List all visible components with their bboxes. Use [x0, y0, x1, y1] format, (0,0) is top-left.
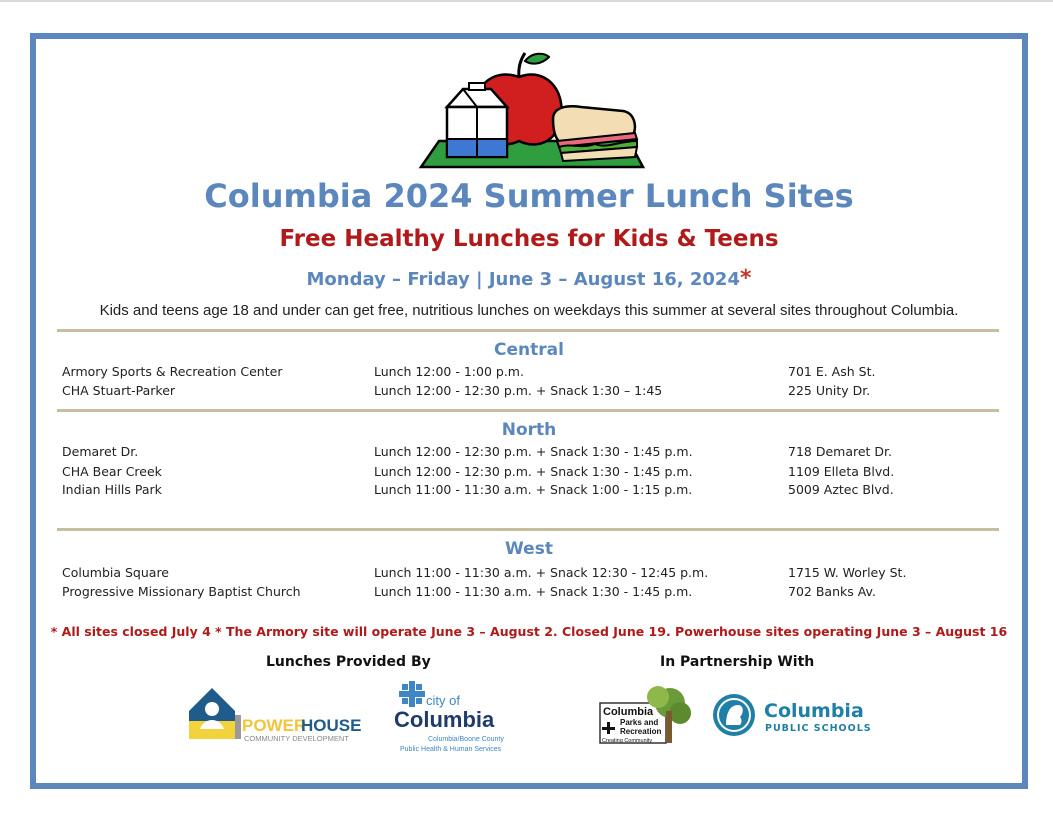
region-heading-north: North [501, 420, 557, 440]
parks-line3: Recreation [620, 727, 662, 736]
program-dates [36, 266, 1022, 291]
city-line2: Public Health & Human Services [400, 746, 502, 753]
parks-line4: Creating Community [602, 738, 653, 744]
flyer-frame [30, 33, 1028, 789]
closure-notice: * All sites closed July 4 * The Armory site will operate June 3 – August 2. Closed June 19. Powerhouse sites operating June 3 – August 16 [50, 624, 1008, 639]
site-time: Lunch 12:00 - 12:30 p.m. + Snack 1:30 - 1:45 p.m. [374, 444, 693, 459]
site-address: 5009 Aztec Blvd. [788, 482, 894, 497]
site-address: 1715 W. Worley St. [788, 565, 907, 580]
page-title: Columbia 2024 Summer Lunch Sites [204, 177, 854, 215]
parks-line2: Parks and [620, 718, 659, 727]
powerhouse-word2: HOUSE [301, 716, 362, 735]
site-address: 701 E. Ash St. [788, 364, 876, 379]
site-row [36, 464, 1022, 482]
parks-and-recreation-logo [598, 683, 694, 747]
site-name: Columbia Square [62, 565, 169, 580]
site-row [36, 364, 1022, 382]
region-heading-west: West [505, 539, 553, 559]
program-dates-text: Monday – Friday | June 3 – August 16, 2024 [306, 269, 740, 290]
site-name: Indian Hills Park [62, 482, 162, 497]
site-row [36, 482, 1022, 500]
site-name: Demaret Dr. [62, 444, 139, 459]
intro-text: Kids and teens age 18 and under can get free, nutritious lunches on weekdays this summer at several sites throughout Columbia. [99, 302, 959, 319]
site-time: Lunch 11:00 - 11:30 a.m. + Snack 12:30 - 12:45 p.m. [374, 565, 709, 580]
dates-asterisk: * [739, 266, 752, 291]
city-of-columbia-logo [388, 677, 513, 759]
site-name: Armory Sports & Recreation Center [62, 364, 283, 379]
schools-line2: PUBLIC SCHOOLS [765, 723, 872, 734]
city-of-text: city of [426, 693, 460, 708]
site-address: 1109 Elleta Blvd. [788, 464, 895, 479]
site-time: Lunch 12:00 - 1:00 p.m. [374, 364, 524, 379]
site-address: 718 Demaret Dr. [788, 444, 893, 459]
section-divider [57, 528, 999, 531]
parks-line1: Columbia [603, 706, 654, 718]
region-heading-central: Central [494, 340, 564, 360]
city-line1: Columbia/Boone County [428, 736, 504, 743]
site-row [36, 584, 1022, 602]
site-time: Lunch 11:00 - 11:30 a.m. + Snack 1:30 - 1:45 p.m. [374, 584, 693, 599]
columbia-public-schools-logo [710, 691, 880, 739]
site-row [36, 444, 1022, 462]
lunch-tray-illustration [411, 49, 651, 174]
page-subtitle: Free Healthy Lunches for Kids & Teens [279, 226, 779, 252]
section-divider [57, 409, 999, 412]
site-time: Lunch 12:00 - 12:30 p.m. + Snack 1:30 - 1:45 p.m. [374, 464, 693, 479]
powerhouse-word1: POWER [242, 716, 307, 735]
schools-line1: Columbia [764, 700, 864, 722]
site-row [36, 383, 1022, 401]
site-name: CHA Bear Creek [62, 464, 162, 479]
site-address: 702 Banks Av. [788, 584, 876, 599]
site-row [36, 565, 1022, 583]
site-time: Lunch 11:00 - 11:30 a.m. + Snack 1:00 - 1:15 p.m. [374, 482, 693, 497]
flyer-content [36, 39, 1022, 783]
powerhouse-tagline: COMMUNITY DEVELOPMENT [244, 734, 349, 743]
provided-by-label: Lunches Provided By [266, 654, 431, 670]
site-time: Lunch 12:00 - 12:30 p.m. + Snack 1:30 – 1:45 [374, 383, 663, 398]
site-address: 225 Unity Dr. [788, 383, 871, 398]
city-columbia-text: Columbia [394, 707, 495, 732]
site-name: CHA Stuart-Parker [62, 383, 176, 398]
site-name: Progressive Missionary Baptist Church [62, 584, 301, 599]
powerhouse-logo [184, 683, 369, 743]
partnership-label: In Partnership With [660, 654, 815, 670]
section-divider [57, 329, 999, 332]
top-divider [0, 0, 1053, 2]
